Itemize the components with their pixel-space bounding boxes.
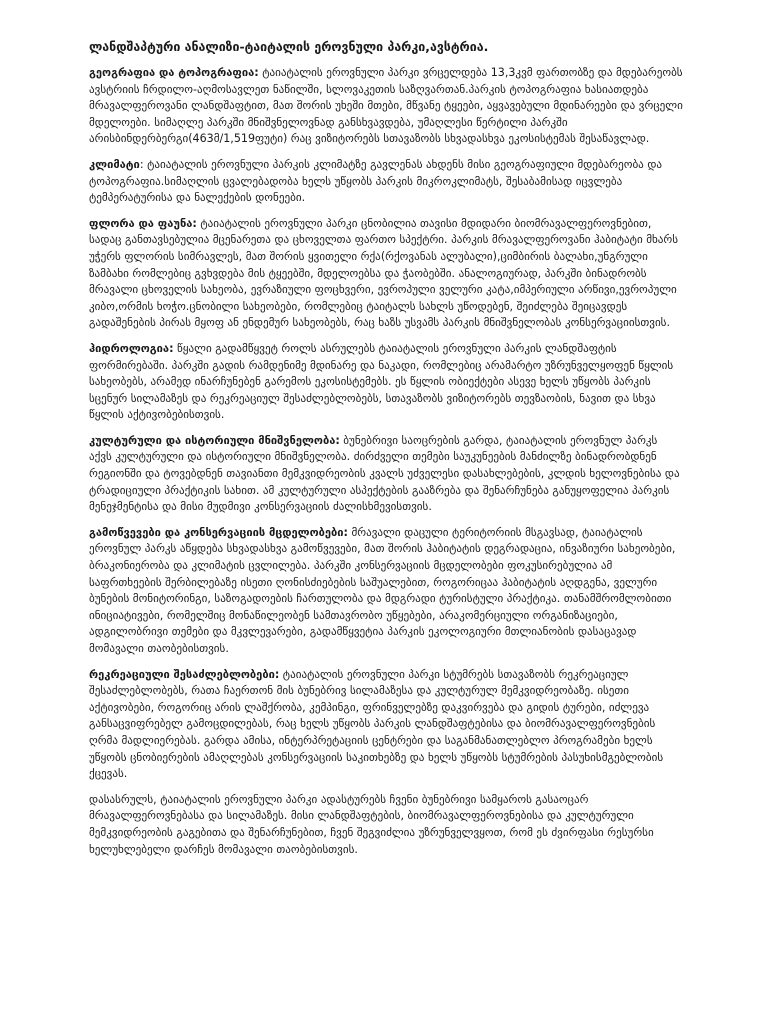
section-heading: კულტურული და ისტორიული მნიშვნელობა:: [89, 433, 340, 447]
section-conclusion: [89, 792, 683, 858]
section-body: დასასრულს, ტაიატალის ეროვნული პარკი ადასტურებს ჩვენი ბუნებრივი სამყაროს გასაოცარ მრავალფეროვნებასა და სილამაზეს. მისი ლანდშაფტების, ბიომრავალფეროვნებისა და კულტურული მემკვიდრეობის გაგებითა და შენარჩუნებით, ჩვენ შეგვიძლია უზრუნველვყოთ, რომ ეს ძვირფასი რესურსი ხელუხლებელი დარჩეს მომავალი თაობებისთვის.: [89, 792, 654, 856]
section-body: ბუნებრივი საოცრების გარდა, ტაიატალის ეროვნულ პარკს აქვს კულტურული და ისტორიული მნიშვნელობა. ძირძველი თემები საუკუნეების მანძილზე ბინადრობდნენ რეგიონში და ტოვებდნენ თავიანთი მემკვიდრეობის კვალს უძველესი დასახლებების, კლდის ხელოვნებისა და ტრადიციული პრაქტიკის სახით. ამ კულტურული ასპექტების გააზრება და შენარჩუნება განუყოფელია პარკის მენეჯმენტისა და მისი მუდმივი კონსერვაციის ძალისხმევისთვის.: [89, 433, 680, 514]
section-body: ტაიატალის ეროვნული პარკი ვრცელდება 13,3კვმ ფართობზე და მდებარეობს ავსტრიის ჩრდილო-აღმოსავლეთ ნაწილში, სლოვაკეთის საზღვართან.პარკის ტოპოგრაფია ხასიათდება მრავალფეროვანი ლანდშაფტით, მათ შორის უხეში მთები, მწვანე ტყეები, აყვავებული მდინარეები და ვრცელი მდელოები. სიმაღლე პარკში მნიშვნელოვნად განსხვავდება, უმაღლესი წერტილი პარკში არისბინდერბერგი(463მ/1,519ფუტი) რაც ვიზიტორებს სთავაზობს სხვადასხვა ეკოსისტემას შესაწავლად.: [89, 66, 683, 146]
section-flora-fauna: [89, 216, 683, 332]
section-body: ტაიატალის ეროვნული პარკი ცნობილია თავისი მდიდარი ბიომრავალფეროვნებით, სადაც განთავსებულია მცენარეთა და ცხოველთა ფართო სპექტრი. პარკის მრავალფეროვანი ჰაბიტატი მხარს უჭერს ფლორის სიმრავლეს, მათ შორის ყვითელი რქა(რქოვანას ალუბალი),ციმბირის ბალახი,უნგრული ზამბახი რომლებიც გვხვდება მის ტყეებში, მდელოებსა და ჭაობებში. ანალოგიურად, პარკში ბინადრობს მრავალი ცხოველის სახეობა, ევრაზიული ფოცხვერი, ევროპული ველური კატა,იმპერიული არწივი,ევროპული კიბო,ორმის ხოჭო.ცნობილი სახეობები, რომლებიც ტაიტალს სახლს უწოდებენ, შეიძლება შეიცავდეს გადაშენების პირას მყოფ ან ენდემურ სახეობებს, რაც ხაზს უსვამს პარკის მნიშვნელობას კონსერვაციისთვის.: [89, 216, 679, 330]
section-recreation: [89, 667, 683, 783]
section-body: მრავალი დაცული ტერიტორიის მსგავსად, ტაიატალის ეროვნულ პარკს აწყდება სხვადასხვა გამოწვევები, მათ შორის ჰაბიტატის დეგრადაცია, ინვაზიური სახეობები, ბრაკონიერობა და კლიმატის ცვლილება. პარკში კონსერვაციის მცდელობები ფოკუსირებულია ამ საფრთხეების შერბილებაზე ისეთი ღონისძიებების საშუალებით, როგორიცაა ჰაბიტატის აღდგენა, ველური ბუნების მონიტორინგი, საზოგადოების ჩართულობა და მდგრადი ტურისტული პრაქტიკა. თანამშრომლობითი ინიციატივები, რომელშიც მონაწილეობენ სამთავრობო უწყებები, არაკომერციული ორგანიზაციები, ადგილობრივი თემები და მკვლევარები, გადამწყვეტია პარკის ეკოლოგიური მთლიანობის დასაცავად მომავალი თაობებისთვის.: [89, 525, 676, 655]
section-geography: [89, 65, 683, 148]
section-challenges-conservation: [89, 525, 683, 658]
document-page: [89, 38, 683, 867]
section-heading: ფლორა და ფაუნა:: [89, 216, 197, 230]
document-title: ლანდშაპტური ანალიზი-ტაიტალის ეროვნული პარკი,ავსტრია.: [89, 39, 489, 54]
section-heading: კლიმატი: [89, 157, 140, 171]
section-heading: გეოგრაფია და ტოპოგრაფია:: [89, 66, 259, 79]
section-body: წყალი გადამწყვეტ როლს ასრულებს ტაიატალის ეროვნული პარკის ლანდშაფტის ფორმირებაში. პარკში გადის რამდენიმე მდინარე და ნაკადი, რომლებიც არამარტო უზრუნველყოფენ წყლის სახეობებს, არამედ ინარჩუნებენ გარემოს ეკოსისტემებს. ეს წყლის ობიექტები ასევე ხელს უწყობს პარკის სცენურ სილამაზეს და რეკრეაციულ შესაძლებლობებს, სთავაზობს ვიზიტორებს თევზაობის, ნავით და სხვა წყლის აქტივობებისთვის.: [89, 341, 674, 422]
section-body: ტაიატალის ეროვნული პარკი სტუმრებს სთავაზობს რეკრეაციულ შესაძლებლობებს, რათა ჩაერთონ მის ბუნებრივ სილამაზესა და კულტურულ მემკვიდრეობაზე. ისეთი აქტივობები, როგორიც არის ლაშქრობა, კემპინგი, ფრინველებზე დაკვირვება და გიდის ტურები, იძლევა განსაცვიფრებელ გამოცდილებას, რაც ხელს უწყობს პარკის ლანდშაფტებისა და ბიომრავალფეროვნების ღრმა მადლიერებას. გარდა ამისა, ინტერპრეტაციის ცენტრები და საგანმანათლებლო პროგრამები ხელს უწყობს ცნობიერების ამაღლებას კონსერვაციის საკითხებზე და ხელს უწყობს სტუმრების პასუხისმგებლობის ქცევას.: [89, 667, 664, 781]
section-heading: ჰიდროლოგია:: [89, 341, 174, 355]
section-heading: გამოწვევები და კონსერვაციის მცდელობები:: [89, 525, 348, 539]
section-heading: რეკრეაციული შესაძლებლობები:: [89, 667, 280, 681]
section-body: : ტაიატალის ეროვნული პარკის კლიმატზე გავლენას ახდენს მისი გეოგრაფიული მდებარეობა და ტოპოგრაფია.სიმაღლის ცვალებადობა ხელს უწყობს პარკის მიკროკლიმატს, შესაბამისად იცვლება ტემპერატურისა და ნალექების დონეები.: [89, 157, 663, 205]
section-cultural-history: [89, 433, 683, 516]
section-climate: [89, 157, 683, 207]
section-hydrology: [89, 341, 683, 424]
